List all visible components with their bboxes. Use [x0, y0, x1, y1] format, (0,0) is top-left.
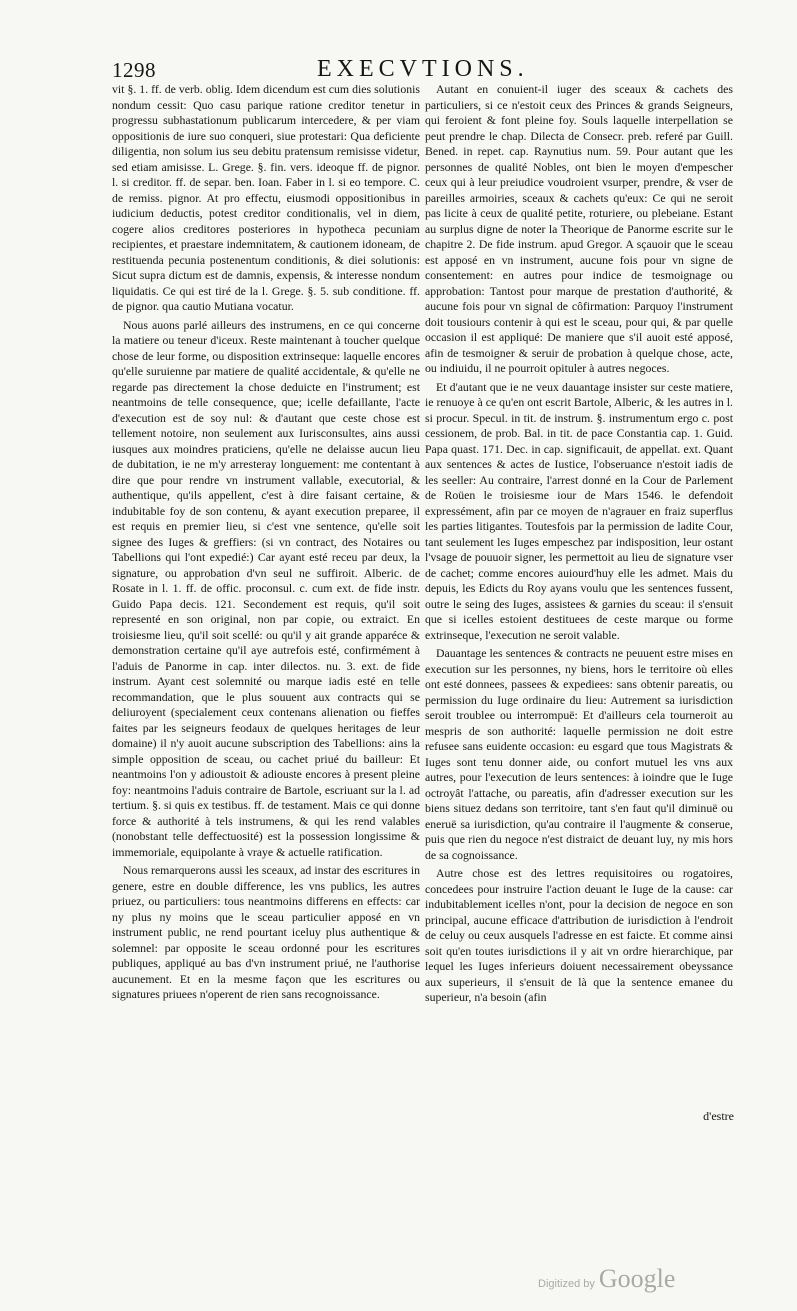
- left-column: [112, 82, 420, 1120]
- google-logo-text: Google: [598, 1264, 676, 1293]
- page-header: [112, 58, 737, 84]
- paragraph: Nous auons parlé ailleurs des instrumens, en ce qui concerne la matiere ou teneur d'iceux. Reste maintenant à toucher quelque chose de leur forme, ou disposition extrinseque: laquelle encores qu'elle suruienne par matiere de qualité accidentale, & qu'elle ne regarde pas directement la chose deduicte en l'instrument; est neantmoins de telle consequence, que; icelle defaillante, l'acte d'execution est de soy nul: & d'autant que ceste chose est tellement notoire, non seulement aux Iurisconsultes, ains aussi iusques aux moindres praticiens, qu'elle ne delaisse aucun lieu de dubitation, ie ne m'y arresteray longuement: me contentant à dire que pour rendre vn instrument vallable, executorial, & authentique, qu'ils appellent, c'est à dire faisant certaine, & indubitable foy de son contenu, & ayant execution preparee, il est requis en premier lieu, si c'est vne sentence, qu'elle soit signee des Iuges & greffiers: (si vn contract, des Notaires ou Tabellions qui l'ont expedié:) Car ayant esté receu par deux, la signature, ou approbation d'vn seul ne suffiroit. Alberic. de Rosate in l. 1. ff. de offic. proconsul. c. cum ext. de fide instr. Guido Papa decis. 121. Secondement est requis, qu'il soit representé en son original, non par copie, ou extraict. En troisiesme lieu, qu'il soit scellé: ou qu'il y ait grande apparéce & demonstration certaine qu'il aye autrefois esté, confirmément à l'aduis de Panorme in cap. inter dilectos. nu. 3. ext. de fide instrum. Ayant cest solemnité ou marque iadis esté en telle recommandation, que le plus souuent aux contracts qui se deliuroyent (specialement ceux contenans alienation ou fieffes faites par les seigneurs feodaux de quelques heritages de leur domaine) il n'y auoit aucune subscription des Tabellions: ains la simple opposition de sceau, ou cachet priué du bailleur: Et neantmoins l'on y adioustoit & adiouste encores à present pleine foy: neantmoins l'aduis contraire de Bartole, escriuant sur la l. ad tertium. §. si quis ex testibus. ff. de testament. Mais ce qui donne force & authorité à tels instrumens, & qui les rend valables (nonobstant telle deffectuosité) est la possession longissime & immemoriale, equipolante à vraye & actuelle ratification.: [112, 317, 420, 859]
- paragraph: vit §. 1. ff. de verb. oblig. Idem dicendum est cum dies solutionis nondum cessit: Quo casu parique ratione creditor tenetur in progressu subhastationum publicarum intercedere, & per viam oppositionis de iure suo conqueri, siue protestari: Qua deficiente diligentia, non solum ius seu debitu pratensum remisisse videtur, sed etiam amisisse. L. Grege. §. fin. vers. ideoque ff. de pignor. l. si creditor. ff. de separ. ben. Ioan. Faber in l. si eo tempore. C. de remiss. pignor. At pro effectu, eiusmodi oppositionibus in iudicium deductis, potest creditor conditionalis, vel in diem, cogere alios creditores posteriores in hypotheca pecuniam recipientes, et praestare indemnitatem, & cautionem idoneam, de restituenda pecunia postenentum conditionis, & diei solutionis: Sicut supra dictum est de damnis, expensis, & interesse nondum liquidatis. Ce qui est tiré de la l. Grege. §. 5. sub conditione. ff. de pignor. qua cautio Mutiana vocatur.: [112, 82, 420, 313]
- running-title: EXECVTIONS.: [317, 56, 529, 82]
- page-number: 1298: [112, 58, 156, 82]
- catchword: d'estre: [703, 1109, 734, 1123]
- paragraph: Dauantage les sentences & contracts ne peuuent estre mises en execution sur les personnes, ny biens, hors le territoire où elles ont esté donnees, passees & expediees: sans obtenir pareatis, ou permission du Iuge ordinaire du lieu: Autrement sa iurisdiction seroit troublee ou interrompuë: Et d'ailleurs cela tourneroit au mespris de son authorité: laquelle permission ne doit estre refusee sans euidente occasion: eu esgard que tous Magistrats & Iuges sont tenu donner aide, ou confort mutuel les vns aux autres, pour l'execution de leurs sentences: à ioindre que le Iuge octroyât l'attache, ou pareatis, afin d'adresser execution sur les biens situez dedans son territoire, tant s'en faut qu'il diminuë ou eneruë sa iurisdiction, qu'au contraire il l'augmente & conserue, puis que rien du negoce n'est distraict de deuant luy, ny mis hors de sa cognoissance.: [425, 646, 733, 862]
- right-column: [425, 82, 733, 1102]
- digitized-by-text: Digitized by: [538, 1278, 595, 1290]
- paragraph: Nous remarquerons aussi les sceaux, ad instar des escritures in genere, estre en double difference, les vns publics, les autres priuez, ou particuliers: tous neantmoins differens en effects: car ny plus ny moins que le sceau particulier apposé en vn instrument public, ne rend pourtant iceluy plus authentique & solemnel: par opposite le sceau ordonné pour les escritures publiques, appliqué au bas d'vn instrument priué, ne l'authorise aucunement. Et en la mesme façon que les escritures ou signatures priuees n'operent de rien sans recognoissance.: [112, 863, 420, 1001]
- digitization-watermark: [538, 1264, 675, 1294]
- paragraph: Et d'autant que ie ne veux dauantage insister sur ceste matiere, ie renuoye à ce qu'en ont escrit Bartole, Alberic, & les autres in l. si procur. Specul. in tit. de instrum. §. instrumentum ergo c. post cessionem, de prob. Bal. in tit. de pace Constantia cap. 1. Guid. Papa quast. 171. Dec. in cap. significauit, de appellat. ext. Quant aux sentences & actes de Iustice, l'obseruance n'estoit iadis de les seeller: Au contraire, l'arrest donné en la Cour de Parlement de Roüen le troisiesme iour de Mars 1546. le defendoit expressément, afin par ce moyen de n'agrauer en fraiz superflus les parties litigantes. Toutesfois par la permission de ladite Cour, tant seulement les Iuges empeschez par indisposition, leur ostant l'vsage de pouuoir signer, les permettoit au lieu de signature vser de cachet; comme encores auiourd'huy elle les admet. Mais du depuis, les Edicts du Roy ayans voulu que les sentences fussent, outre le seing des Iuges, assistees & garnies du sceau: il s'ensuit que si icelles estoient destituees de ceste marque ou forme extrinseque, l'execution ne seroit valable.: [425, 379, 733, 642]
- paragraph: Autre chose est des lettres requisitoires ou rogatoires, concedees pour instruire l'action deuant le Iuge de la cause: car indubitablement icelles n'ont, pour la decision de negoce en son principal, aucune efficace d'attribution de iurisdiction à l'endroit de celuy ou ceux ausquels l'adresse en est faicte. Et comme ainsi soit qu'en toutes iurisdictions il y ait vn ordre hierarchique, par lequel les Iuges inferieurs doiuent necessairement obeyssance aux superieurs, il s'ensuit de là que la sentence emanee du superieur, n'a besoin (afin: [425, 866, 733, 1004]
- paragraph: Autant en conuient-il iuger des sceaux & cachets des particuliers, si ce n'estoit ceux des Princes & grands Seigneurs, qui feroient & font pleine foy. Souls laquelle interpellation se peut prendre le chap. Dilecta de Consecr. preb. referé par Guill. Bened. in repet. cap. Raynutius num. 59. Pour autant que les personnes de qualité Nobles, ont bien le moyen d'empescher ceux qui à leur preiudice voudroient vsurper, prendre, & vser de pareilles armoiries, sceaux & cachets qu'eux: Ce qui ne seroit pas licite à ceux de qualité petite, roturiere, ou plebeiane. Estant au surplus digne de noter la Theorique de Panorme escrite sur le chapitre 2. De fide instrum. apud Gregor. A sçauoir que le sceau est apposé en vn instrument, aucune fois pour vn signe de consentement: en autres pour indice de tesmoignage ou approbation: Tantost pour marque de prestation d'authorité, & aucune fois pour vn signal de côfirmation: Parquoy l'instrument doit tousiours contenir à qui est le sceau, pour qui, & par quelle occasion il est appliqué: De maniere que s'il auoit esté apposé, afin de tesmoigner & seruir de probation à quelque chose, acte, ou indiuidu, il ne pourroit opituler à autres negoces.: [425, 82, 733, 375]
